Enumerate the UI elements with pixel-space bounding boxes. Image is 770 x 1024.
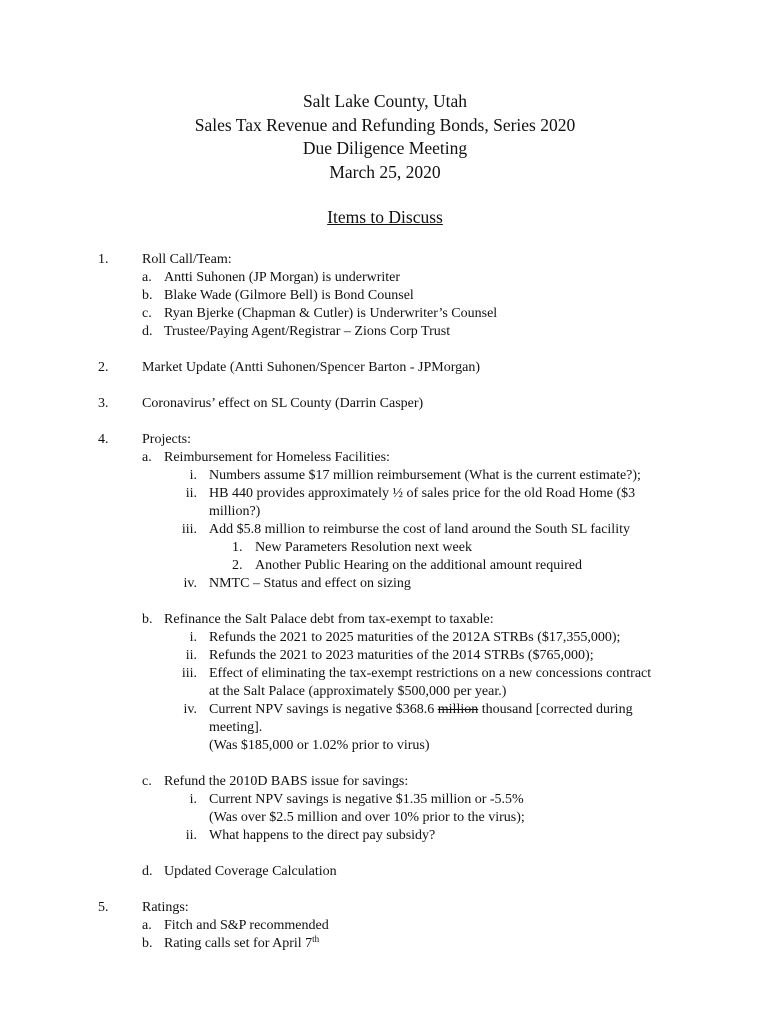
item-4-number: 4.: [98, 432, 109, 447]
rating-calls-text: Rating calls set for April 7: [164, 936, 313, 951]
item-1d-label: d.: [142, 324, 153, 339]
item-1a-text: Antti Suhonen (JP Morgan) is underwriter: [164, 270, 401, 285]
item-4a-ii-text: HB 440 provides approximately ½ of sales price for the old Road Home ($3: [209, 486, 636, 501]
item-4d-label: d.: [142, 864, 153, 879]
item-4a-iv-label: iv.: [183, 576, 197, 591]
item-4c-ii-text: What happens to the direct pay subsidy?: [209, 828, 436, 843]
header-county: Salt Lake County, Utah: [302, 91, 468, 111]
item-1c-label: c.: [142, 306, 152, 321]
item-4a-i-label: i.: [189, 468, 197, 483]
item-4b-iv-prior: (Was $185,000 or 1.02% prior to virus): [209, 738, 430, 753]
item-4b-text: Refinance the Salt Palace debt from tax-exempt to taxable:: [164, 612, 494, 627]
header-bond-title: Sales Tax Revenue and Refunding Bonds, Series 2020: [194, 114, 576, 135]
item-4c-ii-label: ii.: [185, 828, 197, 843]
item-1a-label: a.: [142, 270, 152, 285]
item-4-title: Projects:: [142, 432, 191, 447]
item-5b-label: b.: [142, 936, 153, 951]
document-header: [0, 90, 770, 184]
struck-word: million: [437, 702, 479, 717]
items-heading: Items to Discuss: [327, 207, 443, 227]
item-4a-iii-text: Add $5.8 million to reimburse the cost of land around the South SL facility: [209, 522, 630, 537]
item-3-title: Coronavirus’ effect on SL County (Darrin Casper): [142, 396, 424, 411]
item-4b-i-label: i.: [189, 630, 197, 645]
item-4b-iv-label: iv.: [183, 702, 197, 717]
item-4a-iii-2-text: Another Public Hearing on the additional amount required: [255, 558, 582, 573]
item-4a-label: a.: [142, 450, 152, 465]
ordinal-suffix: th: [312, 934, 320, 944]
item-1-title: Roll Call/Team:: [142, 252, 232, 267]
item-4b-iii-text-cont: at the Salt Palace (approximately $500,000 per year.): [209, 684, 507, 699]
header-date: March 25, 2020: [329, 161, 441, 182]
item-4a-i-text: Numbers assume $17 million reimbursement (What is the current estimate?);: [209, 468, 641, 483]
item-4c-text: Refund the 2010D BABS issue for savings:: [164, 774, 409, 789]
item-4a-iii-label: iii.: [181, 522, 197, 537]
item-4b-label: b.: [142, 612, 153, 627]
item-2-number: 2.: [98, 360, 109, 375]
item-2-title: Market Update (Antti Suhonen/Spencer Barton - JPMorgan): [142, 360, 481, 375]
item-4a-iii-1-text: New Parameters Resolution next week: [255, 540, 472, 555]
npv-savings-text: Current NPV savings is negative $368.6: [209, 702, 438, 717]
item-1b-label: b.: [142, 288, 153, 303]
item-4b-iii-label: iii.: [181, 666, 197, 681]
item-4b-iii-text: Effect of eliminating the tax-exempt restrictions on a new concessions contract: [209, 666, 652, 681]
item-4a-text: Reimbursement for Homeless Facilities:: [164, 450, 390, 465]
item-4d-text: Updated Coverage Calculation: [164, 864, 337, 879]
item-4a-iii-2-label: 2.: [232, 558, 243, 573]
item-4b-iv-text: [209, 701, 633, 719]
item-5b-text: [164, 935, 319, 953]
item-5-title: Ratings:: [142, 900, 189, 915]
item-4c-i-text-cont: (Was over $2.5 million and over 10% prior to the virus);: [209, 810, 525, 825]
item-5-number: 5.: [98, 900, 109, 915]
item-4c-i-label: i.: [189, 792, 197, 807]
item-4b-ii-label: ii.: [185, 648, 197, 663]
item-4a-iii-1-label: 1.: [232, 540, 243, 555]
item-5a-text: Fitch and S&P recommended: [164, 918, 329, 933]
item-1-number: 1.: [98, 252, 109, 267]
header-meeting: Due Diligence Meeting: [302, 138, 468, 158]
item-4b-ii-text: Refunds the 2021 to 2023 maturities of the 2014 STRBs ($765,000);: [209, 648, 594, 663]
item-4a-iv-text: NMTC – Status and effect on sizing: [209, 576, 411, 591]
item-4b-iv-text-cont: meeting].: [209, 720, 263, 735]
item-4c-i-text: Current NPV savings is negative $1.35 million or -5.5%: [209, 792, 524, 807]
item-4c-label: c.: [142, 774, 152, 789]
item-1b-text: Blake Wade (Gilmore Bell) is Bond Counsel: [164, 288, 414, 303]
item-4b-i-text: Refunds the 2021 to 2025 maturities of the 2012A STRBs ($17,355,000);: [209, 630, 621, 645]
item-5a-label: a.: [142, 918, 152, 933]
item-1d-text: Trustee/Paying Agent/Registrar – Zions Corp Trust: [164, 324, 451, 339]
item-3-number: 3.: [98, 396, 109, 411]
item-4a-ii-text-cont: million?): [209, 504, 261, 519]
item-4a-ii-label: ii.: [185, 486, 197, 501]
correction-text: thousand [corrected during: [478, 702, 633, 717]
item-1c-text: Ryan Bjerke (Chapman & Cutler) is Underwriter’s Counsel: [164, 306, 498, 321]
